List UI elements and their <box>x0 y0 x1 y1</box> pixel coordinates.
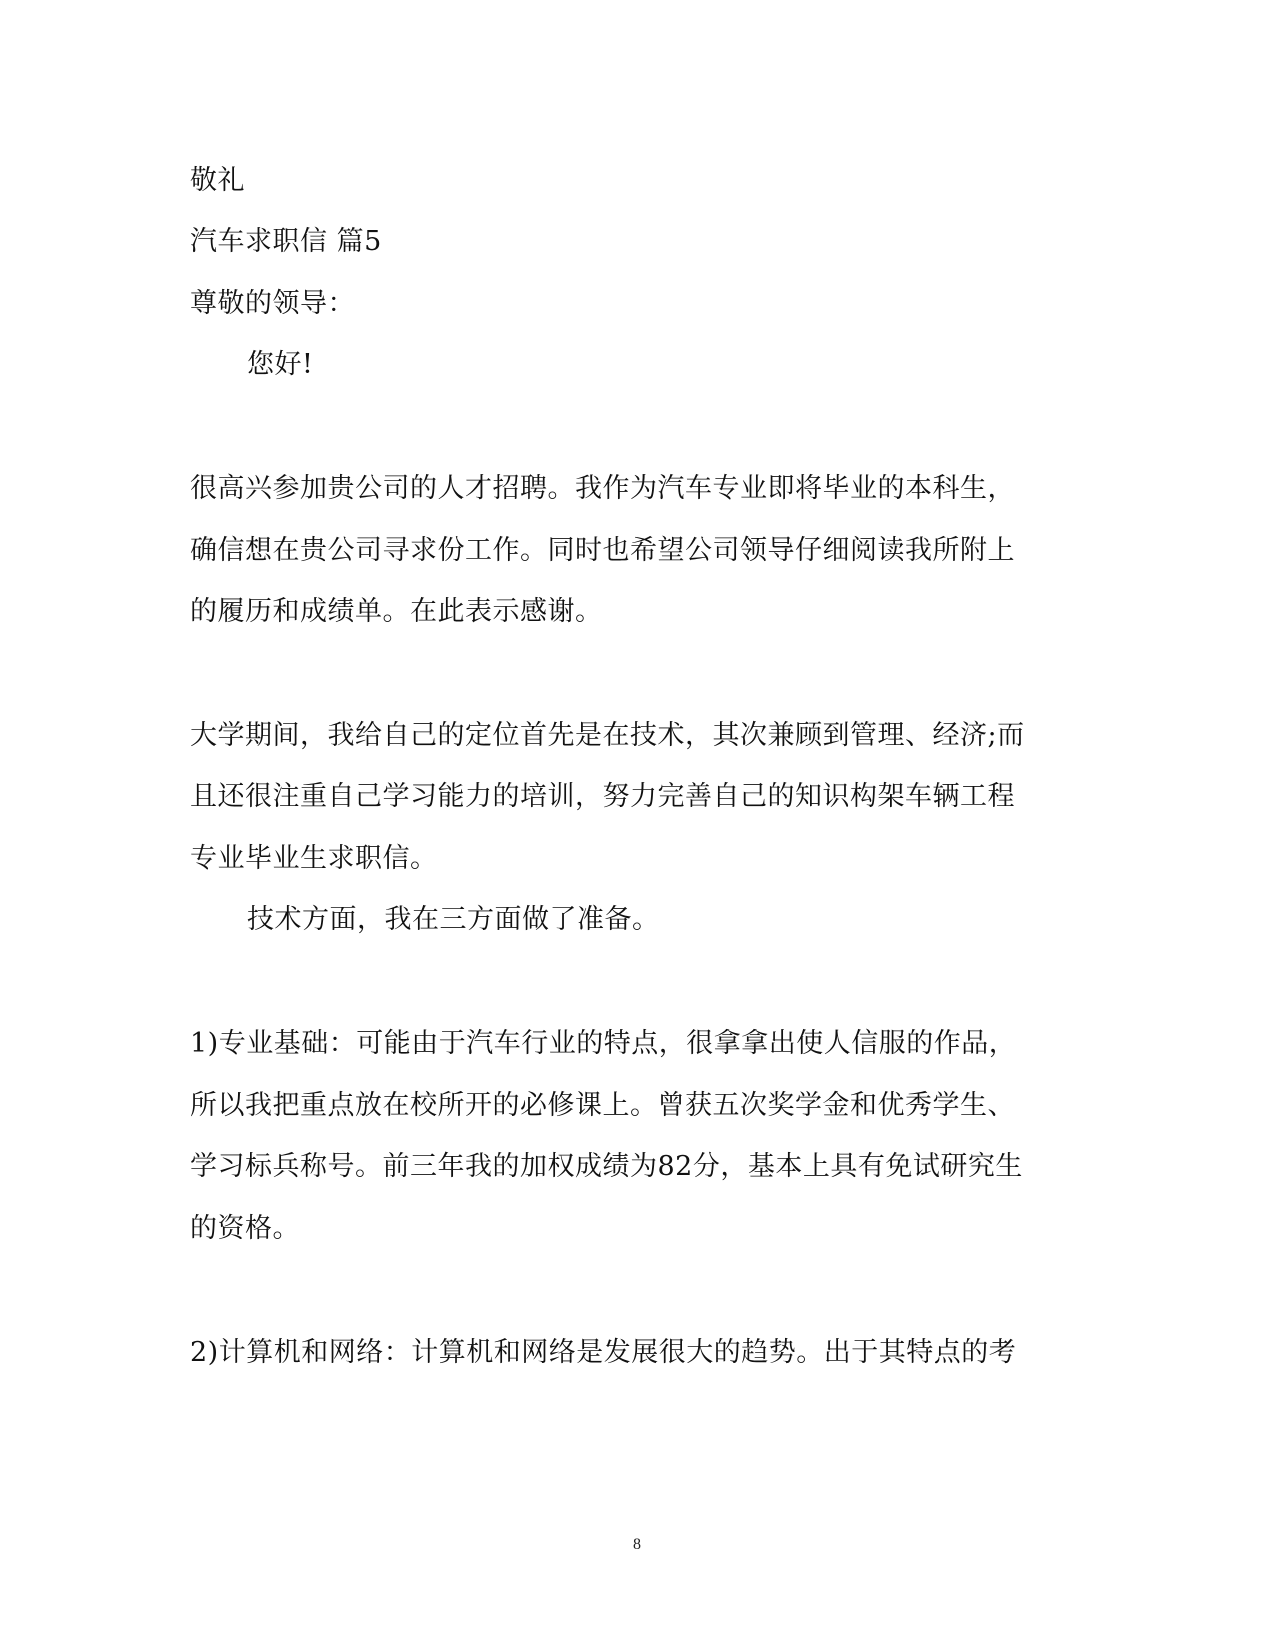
paragraph-line: 大学期间，我给自己的定位首先是在技术，其次兼顾到管理、经济;而 <box>190 720 1025 751</box>
section-title: 汽车求职信 篇5 <box>190 226 382 257</box>
paragraph-line: 且还很注重自己学习能力的培训，努力完善自己的知识构架车辆工程 <box>190 781 1015 812</box>
closing-text: 敬礼 <box>190 165 245 196</box>
paragraph-line: 学习标兵称号。前三年我的加权成绩为82分，基本上具有免试研究生 <box>190 1151 1023 1182</box>
salutation-text: 尊敬的领导： <box>190 288 355 319</box>
paragraph-line: 所以我把重点放在校所开的必修课上。曾获五次奖学金和优秀学生、 <box>190 1090 1015 1121</box>
paragraph-line: 专业毕业生求职信。 <box>190 843 438 874</box>
paragraph-line: 确信想在贵公司寻求份工作。同时也希望公司领导仔细阅读我所附上 <box>190 535 1015 566</box>
paragraph-line: 的资格。 <box>190 1213 300 1244</box>
page-number: 8 <box>633 1536 641 1553</box>
paragraph-line: 的履历和成绩单。在此表示感谢。 <box>190 596 603 627</box>
paragraph-line: 1)专业基础：可能由于汽车行业的特点，很拿拿出使人信服的作品， <box>190 1028 1017 1059</box>
paragraph-line: 技术方面，我在三方面做了准备。 <box>247 904 660 935</box>
greeting-text: 您好! <box>247 349 314 380</box>
paragraph-line: 2)计算机和网络：计算机和网络是发展很大的趋势。出于其特点的考 <box>190 1337 1017 1368</box>
paragraph-line: 很高兴参加贵公司的人才招聘。我作为汽车专业即将毕业的本科生， <box>190 473 1015 504</box>
